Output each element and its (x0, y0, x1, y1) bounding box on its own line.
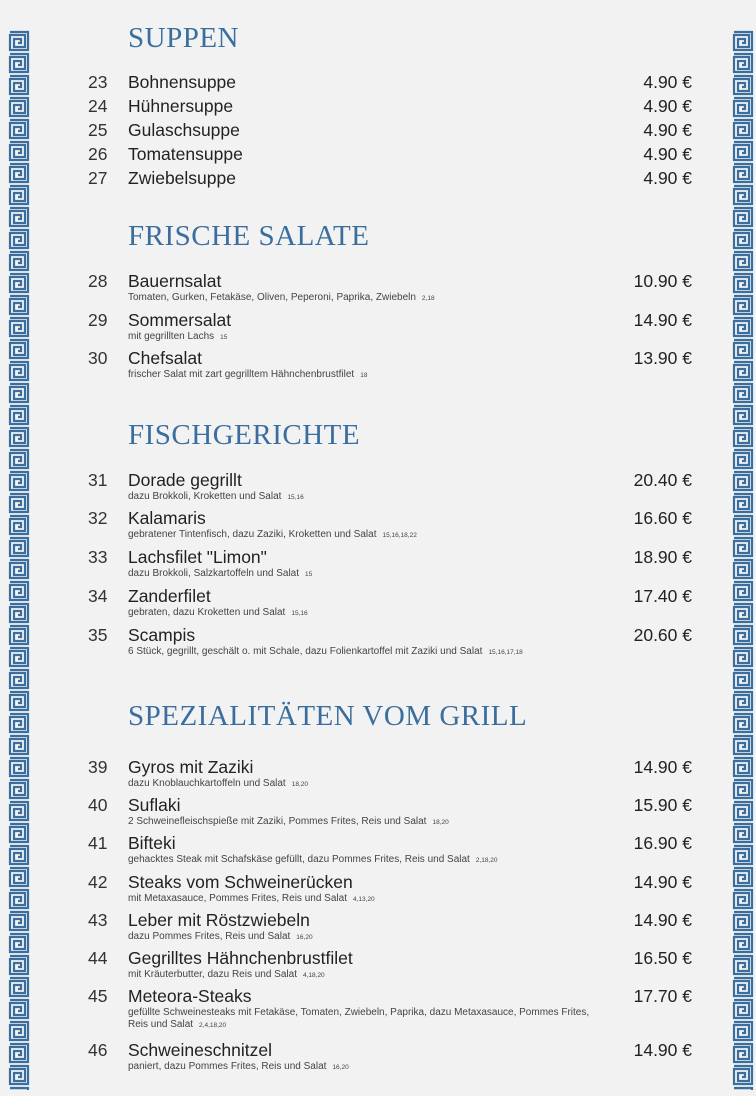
item-price: 18.90 € (633, 547, 692, 567)
item-name: Meteora-Steaks (128, 986, 252, 1006)
section-fischgerichte (80, 419, 700, 452)
item-description (128, 369, 598, 382)
item-name: Zanderfilet (128, 586, 211, 606)
section-title: SUPPEN (128, 22, 239, 54)
item-price: 15.90 € (633, 795, 692, 815)
item-description (128, 1061, 598, 1074)
item-name: Chefsalat (128, 348, 202, 368)
item-number: 33 (88, 547, 108, 567)
item-description (128, 568, 598, 581)
item-description (128, 646, 598, 659)
description-text: dazu Knoblauchkartoffeln und Salat (128, 778, 286, 789)
description-text: frischer Salat mit zart gegrilltem Hähnchenbrustfilet (128, 369, 355, 380)
item-name: Gyros mit Zaziki (128, 757, 254, 777)
item-name: Suflaki (128, 795, 181, 815)
description-text: mit gegrillten Lachs (128, 331, 215, 342)
item-price: 14.90 € (633, 872, 692, 892)
item-description (128, 854, 598, 867)
allergen-codes: 4,18,20 (302, 972, 325, 979)
item-name: Scampis (128, 625, 196, 645)
item-price: 14.90 € (633, 310, 692, 330)
item-price: 4.90 € (643, 168, 692, 188)
item-number: 42 (88, 872, 108, 892)
item-price: 17.40 € (633, 586, 692, 606)
item-description (128, 607, 598, 620)
item-price: 4.90 € (643, 120, 692, 140)
item-name: Leber mit Röstzwiebeln (128, 910, 310, 930)
item-number: 45 (88, 986, 108, 1006)
item-number: 30 (88, 348, 108, 368)
item-name: Sommersalat (128, 310, 232, 330)
allergen-codes: 2,18 (421, 295, 435, 302)
item-number: 23 (88, 72, 108, 92)
section-title: FISCHGERICHTE (128, 419, 361, 451)
item-price: 13.90 € (633, 348, 692, 368)
item-price: 10.90 € (633, 271, 692, 291)
item-description (128, 778, 598, 791)
description-text: mit Kräuterbutter, dazu Reis und Salat (128, 969, 297, 980)
description-text: dazu Pommes Frites, Reis und Salat (128, 931, 291, 942)
item-price: 4.90 € (643, 72, 692, 92)
allergen-codes: 4,13,20 (352, 896, 375, 903)
item-price: 16.90 € (633, 833, 692, 853)
item-description (128, 969, 598, 982)
item-name: Gegrilltes Hähnchenbrustfilet (128, 948, 353, 968)
item-name: Gulaschsuppe (128, 120, 240, 140)
description-text: 6 Stück, gegrillt, geschält o. mit Schale, dazu Folienkartoffel mit Zaziki und Salat (128, 646, 483, 657)
section-spezialitaeten-vom-grill (80, 700, 700, 733)
description-text: paniert, dazu Pommes Frites, Reis und Salat (128, 1061, 327, 1072)
item-number: 26 (88, 144, 108, 164)
item-name: Kalamaris (128, 508, 206, 528)
allergen-codes: 2,18,20 (475, 857, 498, 864)
allergen-codes: 18,20 (291, 781, 308, 788)
description-text: mit Metaxasauce, Pommes Frites, Reis und Salat (128, 893, 347, 904)
allergen-codes: 16,20 (296, 934, 313, 941)
item-price: 20.40 € (633, 470, 692, 490)
item-number: 34 (88, 586, 108, 606)
item-description (128, 292, 598, 305)
item-number: 35 (88, 625, 108, 645)
description-text: dazu Brokkoli, Salzkartoffeln und Salat (128, 568, 300, 579)
item-price: 16.50 € (633, 948, 692, 968)
item-price: 4.90 € (643, 144, 692, 164)
item-number: 32 (88, 508, 108, 528)
item-description (128, 331, 598, 344)
item-name: Steaks vom Schweinerücken (128, 872, 353, 892)
item-description (128, 816, 598, 829)
description-text: gebraten, dazu Kroketten und Salat (128, 607, 286, 618)
item-price: 14.90 € (633, 910, 692, 930)
item-number: 25 (88, 120, 108, 140)
item-name: Lachsfilet "Limon" (128, 547, 267, 567)
allergen-codes: 15 (220, 334, 228, 341)
item-name: Schweineschnitzel (128, 1040, 272, 1060)
item-name: Bauernsalat (128, 271, 222, 291)
description-text: gebratener Tintenfisch, dazu Zaziki, Kroketten und Salat (128, 529, 377, 540)
item-name: Dorade gegrillt (128, 470, 242, 490)
item-description (128, 529, 598, 542)
description-text: Tomaten, Gurken, Fetakäse, Oliven, Peperoni, Paprika, Zwiebeln (128, 292, 416, 303)
item-price: 14.90 € (633, 1040, 692, 1060)
item-number: 43 (88, 910, 108, 930)
item-name: Bifteki (128, 833, 176, 853)
allergen-codes: 2,4,18,20 (199, 1022, 227, 1029)
description-text: gefüllte Schweinesteaks mit Fetakäse, Tomaten, Zwiebeln, Paprika, dazu Metaxasauce, Pommes Frites, Reis und Salat (128, 1007, 590, 1030)
section-suppen (80, 22, 700, 55)
item-price: 17.70 € (633, 986, 692, 1006)
greek-key-meander-icon (732, 30, 754, 1090)
item-number: 46 (88, 1040, 108, 1060)
allergen-codes: 16,20 (332, 1064, 349, 1071)
allergen-codes: 18,20 (432, 819, 449, 826)
item-name: Zwiebelsuppe (128, 168, 236, 188)
item-number: 24 (88, 96, 108, 116)
allergen-codes: 18 (360, 372, 368, 379)
item-number: 40 (88, 795, 108, 815)
item-number: 27 (88, 168, 108, 188)
item-number: 39 (88, 757, 108, 777)
item-description (128, 893, 598, 906)
item-price: 4.90 € (643, 96, 692, 116)
item-price: 20.60 € (633, 625, 692, 645)
description-text: 2 Schweinefleischspieße mit Zaziki, Pommes Frites, Reis und Salat (128, 816, 427, 827)
greek-key-meander-icon (8, 30, 30, 1090)
item-description (128, 491, 598, 504)
item-price: 16.60 € (633, 508, 692, 528)
section-title: SPEZIALITÄTEN VOM GRILL (128, 700, 528, 732)
item-name: Tomatensuppe (128, 144, 243, 164)
section-frische-salate (80, 220, 700, 253)
allergen-codes: 15,16 (287, 494, 304, 501)
item-description (128, 931, 598, 944)
item-price: 14.90 € (633, 757, 692, 777)
description-text: gehacktes Steak mit Schafskäse gefüllt, dazu Pommes Frites, Reis und Salat (128, 854, 470, 865)
allergen-codes: 15,16 (291, 610, 308, 617)
allergen-codes: 15 (305, 571, 313, 578)
section-title: FRISCHE SALATE (128, 220, 370, 252)
item-number: 28 (88, 271, 108, 291)
item-number: 41 (88, 833, 108, 853)
allergen-codes: 15,16,18,22 (382, 532, 417, 539)
item-name: Hühnersuppe (128, 96, 234, 116)
item-number: 31 (88, 470, 108, 490)
item-description (128, 1007, 598, 1032)
item-name: Bohnensuppe (128, 72, 237, 92)
description-text: dazu Brokkoli, Kroketten und Salat (128, 491, 282, 502)
item-number: 29 (88, 310, 108, 330)
allergen-codes: 15,16,17,18 (488, 649, 523, 656)
item-number: 44 (88, 948, 108, 968)
